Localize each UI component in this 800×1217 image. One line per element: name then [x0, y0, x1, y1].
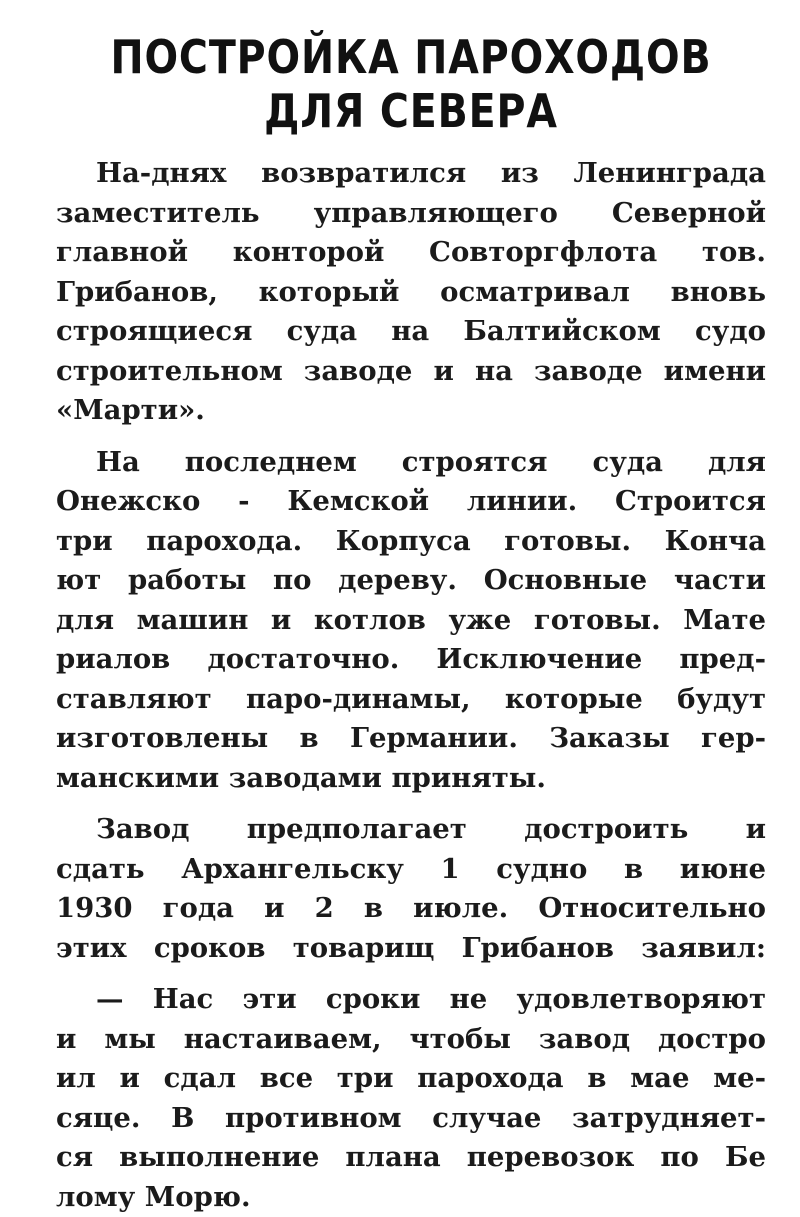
text-line: три парохода. Корпуса готовы. Конча [56, 522, 766, 562]
text-line: ил и сдал все три парохода в мае ме- [56, 1059, 766, 1099]
text-line: Завод предполагает достроить и [56, 810, 766, 850]
text-line: ся выполнение плана перевозок по Бе [56, 1138, 766, 1178]
text-line: ют работы по дереву. Основные части [56, 561, 766, 601]
text-line: «Марти». [56, 391, 766, 431]
text-line: манскими заводами приняты. [56, 759, 766, 799]
text-line: сяце. В противном случае затрудняет- [56, 1099, 766, 1139]
text-line: ставляют паро-динамы, которые будут [56, 680, 766, 720]
text-line: На-днях возвратился из Ленинграда [56, 154, 766, 194]
text-line: этих сроков товарищ Грибанов заявил: [56, 929, 766, 969]
text-line: для машин и котлов уже готовы. Мате [56, 601, 766, 641]
text-line: лому Морю. [56, 1178, 766, 1217]
text-line: Грибанов, который осматривал вновь [56, 273, 766, 313]
paragraph-2 [56, 443, 766, 799]
text-line: Онежско - Кемской линии. Строится [56, 482, 766, 522]
paragraph-3 [56, 810, 766, 968]
headline-line-2: ДЛЯ СЕВЕРА [106, 84, 717, 138]
text-line: строящиеся суда на Балтийском судо [56, 312, 766, 352]
text-line: — Нас эти сроки не удовлетворяют [56, 980, 766, 1020]
text-line: сдать Архангельску 1 судно в июне [56, 850, 766, 890]
article-body [56, 154, 766, 1217]
paragraph-1 [56, 154, 766, 431]
text-line: 1930 года и 2 в июле. Относительно [56, 889, 766, 929]
text-line: и мы настаиваем, чтобы завод достро [56, 1020, 766, 1060]
text-line: заместитель управляющего Северной [56, 194, 766, 234]
article-headline [106, 30, 717, 138]
text-line: изготовлены в Германии. Заказы гер- [56, 719, 766, 759]
headline-line-1: ПОСТРОЙКА ПАРОХОДОВ [106, 30, 717, 84]
text-line: На последнем строятся суда для [56, 443, 766, 483]
text-line: главной конторой Совторгфлота тов. [56, 233, 766, 273]
text-line: риалов достаточно. Исключение пред- [56, 640, 766, 680]
paragraph-4 [56, 980, 766, 1217]
text-line: строительном заводе и на заводе имени [56, 352, 766, 392]
